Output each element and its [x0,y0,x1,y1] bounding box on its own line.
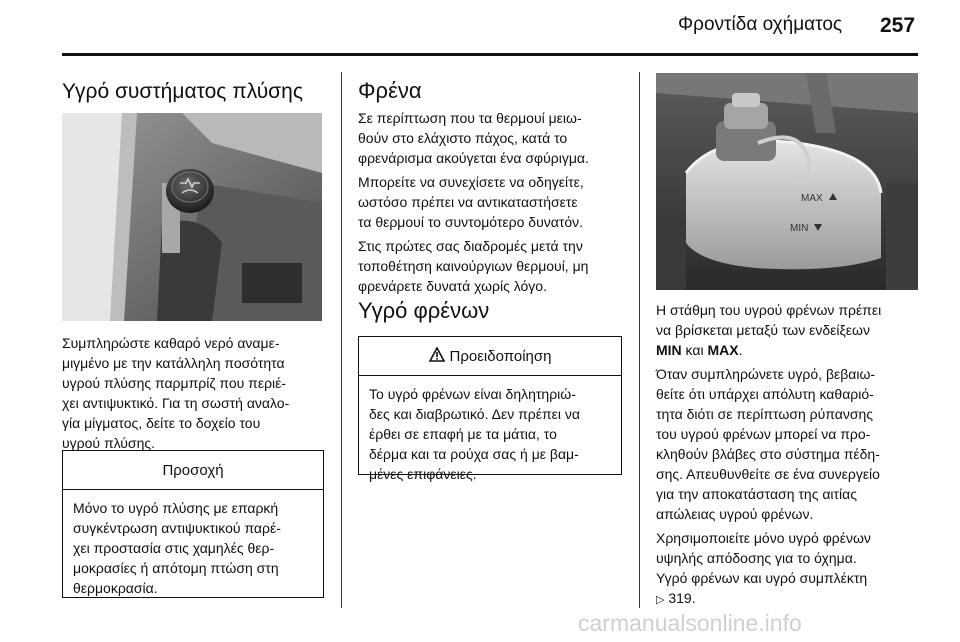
period: . [738,342,743,358]
and-word: και [681,342,708,358]
brakes-paragraph-1: Σε περίπτωση που τα θερμουί μειω- θούν στο ελάχιστο πάχος, κατά το φρενάρισμα ακούγεται ένα σφύριγμα. [358,110,589,166]
caution-box [62,450,324,598]
min-mark-label: MIN [790,223,809,234]
washer-fluid-photo [62,113,322,321]
brake-level-paragraph [656,300,926,360]
page-number: 257 [880,14,916,37]
warning-triangle-icon [429,347,445,366]
caution-title: Προσοχή [63,451,323,490]
page-reference-icon: ▷ [656,594,665,606]
washer-fluid-paragraph: Συμπληρώστε καθαρό νερό αναμε- μιγμένο με την κατάλληλη ποσότητα υγρού πλύσης παρμπρίζ που περιέ- χει αντιψυκτικό. Για τη σωστή αναλο- γία μίγματος, δείτε το δοχείο του υγρού πλύσης. [62,335,290,451]
brakes-heading: Φρένα [358,78,422,103]
brake-fluid-text [656,300,926,610]
warning-header [359,337,621,376]
min-bold: MIN [656,342,682,358]
max-mark-label: MAX [801,193,823,204]
column-divider-right [639,72,640,608]
page-reference-link[interactable]: 319. [668,590,696,606]
header-rule [62,53,918,56]
brakes-paragraph-3: Στις πρώτες σας διαδρομές μετά την τοποθέτηση καινούργιων θερμουί, μη φρενάρετε δυνατά χωρίς λόγο. [358,238,589,294]
brake-level-text: Η στάθμη του υγρού φρένων πρέπει να βρίσκεται μεταξύ των ενδείξεων [656,302,882,338]
brakes-paragraph-2: Μπορείτε να συνεχίσετε να οδηγείτε, ωστόσο πρέπει να αντικαταστήσετε τα θερμουί το συντομότερο δυνατόν. [358,174,584,230]
running-header-title: Φροντίδα οχήματος [678,14,843,35]
column-divider-left [341,72,342,608]
reference-text: Υγρό φρένων και υγρό συμπλέκτη [656,570,868,586]
warning-box [358,336,622,482]
reference-paragraph [656,568,926,610]
watermark: carmanualsonline.info [578,610,802,636]
warning-text: Το υγρό φρένων είναι δηλητηριώ- δες και διαβρωτικό. Δεν πρέπει να έρθει σε επαφή με τα μάτια, το δέρμα και τα ρούχα σας ή με βαμ- μένες επιφάνειες. [369,386,580,482]
fluid-type-paragraph: Χρησιμοποιείτε μόνο υγρό φρένων υψηλής απόδοσης για το όχημα. [656,530,871,566]
brake-fluid-reservoir-photo [656,73,918,290]
washer-fluid-heading: Υγρό συστήματος πλύσης [62,80,303,103]
topping-up-paragraph: Όταν συμπληρώνετε υγρό, βεβαιω- θείτε ότι υπάρχει απόλυτη καθαριό- τητα διότι σε περίπτωση ρύπανσης του υγρού φρένων μπορεί να προ- κληθούν βλάβες στο σύστημα πέδη- σης. Απευθυνθείτε σε ένα συνεργείο για την αποκατάσταση της αιτίας απώλειας υγρού φρένων. [656,366,880,522]
warning-title: Προειδοποίηση [449,347,552,365]
brakes-paragraphs [358,108,630,300]
caution-text: Μόνο το υγρό πλύσης με επαρκή συγκέντρωση αντιψυκτικού παρέ- χει προστασία στις χαμηλές θερ- μοκρασίες ή απότομη πτώση στη θερμοκρασία. [73,500,281,596]
max-bold: MAX [707,342,739,358]
brake-fluid-heading: Υγρό φρένων [358,298,490,323]
